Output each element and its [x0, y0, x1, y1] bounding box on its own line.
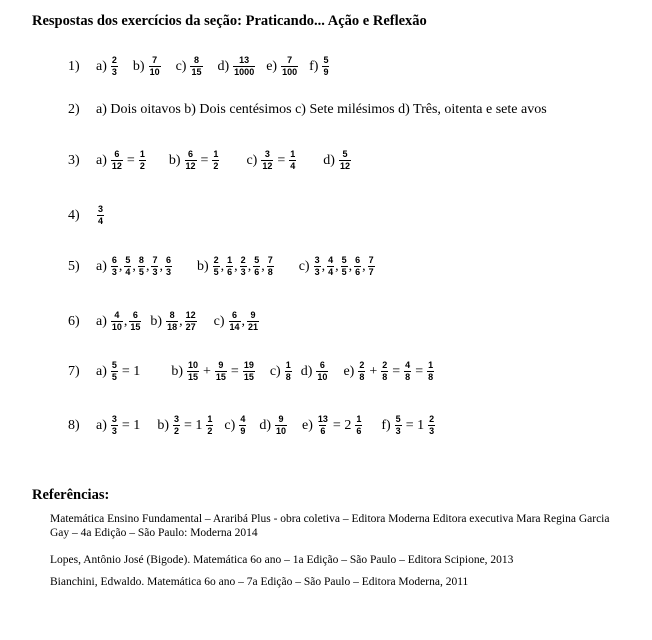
denominator: 10 — [276, 426, 287, 436]
operator: = 1 — [184, 417, 203, 433]
numerator: 3 — [98, 204, 104, 214]
denominator: 3 — [165, 267, 171, 277]
fraction — [165, 256, 172, 277]
fraction — [173, 415, 180, 436]
numerator: 2 — [240, 255, 246, 265]
denominator: 1000 — [234, 67, 255, 77]
answer-row-7 — [68, 361, 435, 382]
item-label: d) — [259, 417, 271, 433]
fraction — [267, 256, 274, 277]
item-label: c) — [269, 363, 281, 379]
operator: , — [159, 258, 163, 274]
answer-item — [96, 256, 173, 277]
denominator: 2 — [173, 426, 179, 436]
fraction — [97, 205, 104, 226]
numerator: 1 — [207, 414, 213, 424]
numerator: 4 — [114, 310, 120, 320]
fraction — [368, 256, 375, 277]
fraction — [247, 311, 259, 332]
answer-item — [323, 150, 352, 171]
numerator: 13 — [317, 414, 328, 424]
numerator: 1 — [290, 149, 296, 159]
numerator: 12 — [185, 310, 196, 320]
item-label: c) — [224, 417, 236, 433]
fraction — [275, 415, 287, 436]
item-label: e) — [302, 417, 313, 433]
fraction — [187, 361, 199, 382]
item-label: c) — [213, 313, 225, 329]
fraction — [240, 256, 247, 277]
fraction — [317, 415, 329, 436]
operator: , — [123, 313, 128, 329]
numerator: 6 — [319, 360, 325, 370]
operator: , — [348, 258, 353, 274]
answer-item — [133, 56, 162, 77]
answer-item — [224, 415, 247, 436]
item-label: a) — [96, 417, 107, 433]
item-label: d) — [300, 363, 313, 379]
answer-item — [309, 56, 330, 77]
item-label: c) — [246, 152, 258, 168]
numerator: 2 — [111, 55, 117, 65]
numerator: 2 — [213, 255, 219, 265]
item-label: d) — [323, 152, 335, 168]
denominator: 10 — [149, 67, 160, 77]
reference-3: Bianchini, Edwaldo. Matemática 6o ano – 7a Edição – São Paulo – Editora Moderna, 2011 — [50, 576, 469, 588]
numerator: 3 — [264, 149, 270, 159]
item-label: b) — [171, 363, 183, 379]
fraction — [111, 256, 118, 277]
page-title: Respostas dos exercícios da seção: Praticando... Ação e Reflexão — [32, 13, 427, 29]
operator: = — [415, 363, 424, 379]
numerator: 5 — [111, 360, 117, 370]
denominator: 4 — [98, 216, 104, 226]
answer-item — [157, 415, 214, 436]
numerator: 7 — [267, 255, 273, 265]
answer-item — [169, 150, 221, 171]
denominator: 8 — [267, 267, 273, 277]
answer-item — [96, 311, 142, 332]
denominator: 5 — [213, 267, 219, 277]
fraction — [111, 361, 118, 382]
fraction — [253, 256, 260, 277]
denominator: 9 — [323, 67, 329, 77]
answer-item — [96, 150, 147, 171]
fraction — [185, 311, 197, 332]
denominator: 100 — [282, 67, 298, 77]
denominator: 8 — [359, 372, 365, 382]
denominator: 3 — [429, 426, 435, 436]
fraction — [215, 361, 227, 382]
answer-item — [171, 361, 256, 382]
item-label: e) — [266, 58, 278, 74]
numerator: 6 — [188, 149, 194, 159]
denominator: 2 — [213, 161, 219, 171]
denominator: 3 — [314, 267, 320, 277]
numerator: 8 — [169, 310, 175, 320]
fraction — [316, 361, 328, 382]
fraction — [285, 361, 292, 382]
item-label: f) — [309, 58, 319, 74]
denominator: 10 — [111, 322, 122, 332]
numerator: 5 — [341, 255, 347, 265]
answer-number: 5) — [68, 258, 80, 274]
item-label: c) — [175, 58, 187, 74]
fraction — [226, 256, 233, 277]
fraction — [239, 415, 246, 436]
answer-number: 1) — [68, 58, 80, 74]
denominator: 4 — [125, 267, 131, 277]
denominator: 3 — [111, 67, 117, 77]
denominator: 6 — [227, 267, 233, 277]
answer-item — [96, 205, 105, 226]
answer-number: 3) — [68, 152, 80, 168]
operator: = — [126, 152, 135, 168]
operator: = — [230, 363, 239, 379]
operator: = — [392, 363, 401, 379]
numerator: 9 — [250, 310, 256, 320]
answer-item — [301, 361, 330, 382]
denominator: 12 — [185, 161, 196, 171]
denominator: 12 — [262, 161, 273, 171]
fraction — [213, 256, 220, 277]
item-label: e) — [343, 363, 355, 379]
item-label: c) — [298, 258, 310, 274]
answer-row-5 — [68, 256, 376, 277]
answer-item — [96, 361, 143, 382]
denominator: 3 — [111, 267, 117, 277]
fraction — [111, 415, 118, 436]
fraction — [111, 150, 123, 171]
numerator: 2 — [382, 360, 388, 370]
answer-item — [270, 361, 293, 382]
references-title: Referências: — [32, 487, 110, 503]
operator: , — [261, 258, 265, 274]
numerator: 6 — [114, 149, 120, 159]
numerator: 9 — [218, 360, 224, 370]
answer-item — [176, 56, 204, 77]
item-label: a) — [96, 363, 107, 379]
numerator: 1 — [213, 149, 219, 159]
fraction — [395, 415, 402, 436]
numerator: 2 — [359, 360, 365, 370]
operator: , — [220, 258, 225, 274]
operator: , — [247, 258, 252, 274]
numerator: 3 — [111, 414, 117, 424]
numerator: 1 — [428, 360, 434, 370]
answer-row-6 — [68, 311, 260, 332]
denominator: 15 — [215, 372, 226, 382]
answer-item — [214, 311, 260, 332]
reference-1: Matemática Ensino Fundamental – Araribá Plus - obra coletiva – Editora Moderna Editora executiva Mara Regina Garcia Gay – 4a Edição – São Paulo: Moderna 2014 — [50, 513, 610, 539]
numerator: 4 — [328, 255, 334, 265]
denominator: 4 — [328, 267, 334, 277]
denominator: 18 — [167, 322, 178, 332]
operator: , — [145, 258, 150, 274]
operator: , — [241, 313, 246, 329]
denominator: 8 — [405, 372, 411, 382]
fraction — [243, 361, 255, 382]
operator: + — [369, 363, 378, 379]
answer-number: 2) — [68, 102, 80, 117]
fraction — [355, 415, 362, 436]
fraction — [314, 256, 321, 277]
denominator: 15 — [187, 372, 198, 382]
answer-number: 7) — [68, 363, 80, 379]
answer-item — [259, 415, 288, 436]
denominator: 27 — [185, 322, 196, 332]
item-label: b) — [157, 417, 169, 433]
numerator: 1 — [227, 255, 233, 265]
denominator: 12 — [111, 161, 122, 171]
operator: = 1 — [405, 417, 425, 433]
fraction — [427, 361, 434, 382]
numerator: 7 — [152, 55, 158, 65]
numerator: 2 — [429, 414, 435, 424]
answer-row-8 — [68, 415, 436, 436]
answer-item — [343, 361, 435, 382]
fraction — [111, 56, 118, 77]
fraction — [149, 56, 161, 77]
answer-number: 4) — [68, 207, 80, 223]
denominator: 2 — [139, 161, 145, 171]
operator: , — [234, 258, 238, 274]
denominator: 8 — [285, 372, 291, 382]
item-label: b) — [150, 313, 163, 329]
fraction — [206, 415, 213, 436]
fraction — [233, 56, 255, 77]
denominator: 6 — [356, 426, 362, 436]
fraction — [428, 415, 435, 436]
operator: , — [118, 258, 123, 274]
item-label: b) — [132, 58, 145, 74]
fraction — [185, 150, 197, 171]
denominator: 6 — [254, 267, 260, 277]
answer-item — [299, 256, 376, 277]
item-label: a) — [96, 258, 107, 274]
fraction — [166, 311, 178, 332]
numerator: 4 — [405, 360, 411, 370]
fraction — [261, 150, 273, 171]
operator: , — [321, 258, 326, 274]
answer-item — [197, 256, 275, 277]
answer-number: 8) — [68, 417, 80, 433]
numerator: 6 — [132, 310, 138, 320]
numerator: 6 — [165, 255, 171, 265]
item-label: a) — [96, 152, 107, 168]
numerator: 5 — [254, 255, 260, 265]
numerator: 13 — [239, 55, 250, 65]
denominator: 3 — [111, 426, 117, 436]
reference-2: Lopes, Antônio José (Bigode). Matemática 6o ano – 1a Edição – São Paulo – Editora Scipione, 2013 — [50, 554, 514, 566]
operator: , — [335, 258, 339, 274]
operator: , — [179, 313, 183, 329]
denominator: 5 — [341, 267, 347, 277]
operator: + — [203, 363, 211, 379]
numerator: 4 — [240, 414, 246, 424]
denominator: 3 — [395, 426, 401, 436]
operator: = 2 — [332, 417, 352, 433]
answer-item — [246, 150, 297, 171]
denominator: 2 — [207, 426, 213, 436]
fraction — [129, 311, 141, 332]
fraction — [138, 256, 145, 277]
answer-item — [266, 56, 299, 77]
denominator: 8 — [428, 372, 434, 382]
fraction — [354, 256, 361, 277]
answer-item — [150, 311, 197, 332]
answer-item — [96, 56, 119, 77]
answer-row-3 — [68, 150, 352, 171]
numerator: 1 — [139, 149, 145, 159]
fraction — [381, 361, 388, 382]
fraction — [289, 150, 296, 171]
denominator: 15 — [191, 67, 202, 77]
numerator: 6 — [111, 255, 117, 265]
numerator: 8 — [138, 255, 144, 265]
numerator: 7 — [152, 255, 158, 265]
operator: = 1 — [121, 363, 141, 379]
fraction — [281, 56, 298, 77]
operator: , — [132, 258, 136, 274]
answer-item — [96, 415, 143, 436]
numerator: 3 — [314, 255, 320, 265]
answer-row-2 — [68, 102, 547, 118]
fraction — [339, 150, 351, 171]
denominator: 15 — [243, 372, 254, 382]
operator: = 1 — [121, 417, 141, 433]
operator: , — [362, 258, 366, 274]
item-label: a) — [96, 313, 107, 329]
fraction — [124, 256, 131, 277]
numerator: 1 — [285, 360, 291, 370]
denominator: 12 — [339, 161, 350, 171]
numerator: 7 — [368, 255, 374, 265]
answer-item — [381, 415, 436, 436]
answer-text: a) Dois oitavos b) Dois centésimos c) Sete milésimos d) Três, oitenta e sete avos — [96, 102, 547, 117]
numerator: 5 — [395, 414, 401, 424]
fraction — [404, 361, 411, 382]
fraction — [111, 311, 123, 332]
denominator: 8 — [382, 372, 388, 382]
denominator: 4 — [290, 161, 296, 171]
answer-row-1 — [68, 56, 330, 77]
item-label: a) — [96, 58, 107, 74]
numerator: 5 — [342, 149, 348, 159]
numerator: 9 — [278, 414, 284, 424]
denominator: 6 — [355, 267, 361, 277]
fraction — [212, 150, 219, 171]
fraction — [229, 311, 241, 332]
numerator: 8 — [193, 55, 199, 65]
numerator: 3 — [173, 414, 179, 424]
denominator: 6 — [320, 426, 326, 436]
fraction — [322, 56, 329, 77]
answer-item — [218, 56, 257, 77]
denominator: 21 — [248, 322, 259, 332]
numerator: 6 — [355, 255, 361, 265]
answer-row-4 — [68, 205, 105, 226]
denominator: 7 — [368, 267, 374, 277]
fraction — [327, 256, 334, 277]
denominator: 15 — [130, 322, 141, 332]
numerator: 5 — [125, 255, 131, 265]
numerator: 7 — [287, 55, 293, 65]
fraction — [358, 361, 365, 382]
fraction — [139, 150, 146, 171]
numerator: 5 — [323, 55, 329, 65]
fraction — [190, 56, 202, 77]
answer-number: 6) — [68, 313, 80, 329]
operator: = — [277, 152, 286, 168]
denominator: 14 — [229, 322, 240, 332]
item-label: b) — [196, 258, 209, 274]
denominator: 5 — [138, 267, 144, 277]
item-label: d) — [217, 58, 230, 74]
denominator: 9 — [240, 426, 246, 436]
fraction — [151, 256, 158, 277]
fraction — [341, 256, 348, 277]
numerator: 1 — [356, 414, 362, 424]
denominator: 5 — [111, 372, 117, 382]
denominator: 3 — [152, 267, 158, 277]
denominator: 3 — [240, 267, 246, 277]
operator: = — [200, 152, 209, 168]
answer-item — [302, 415, 363, 436]
item-label: f) — [381, 417, 391, 433]
numerator: 6 — [232, 310, 238, 320]
numerator: 19 — [243, 360, 254, 370]
denominator: 10 — [317, 372, 328, 382]
numerator: 10 — [187, 360, 198, 370]
item-label: b) — [168, 152, 181, 168]
